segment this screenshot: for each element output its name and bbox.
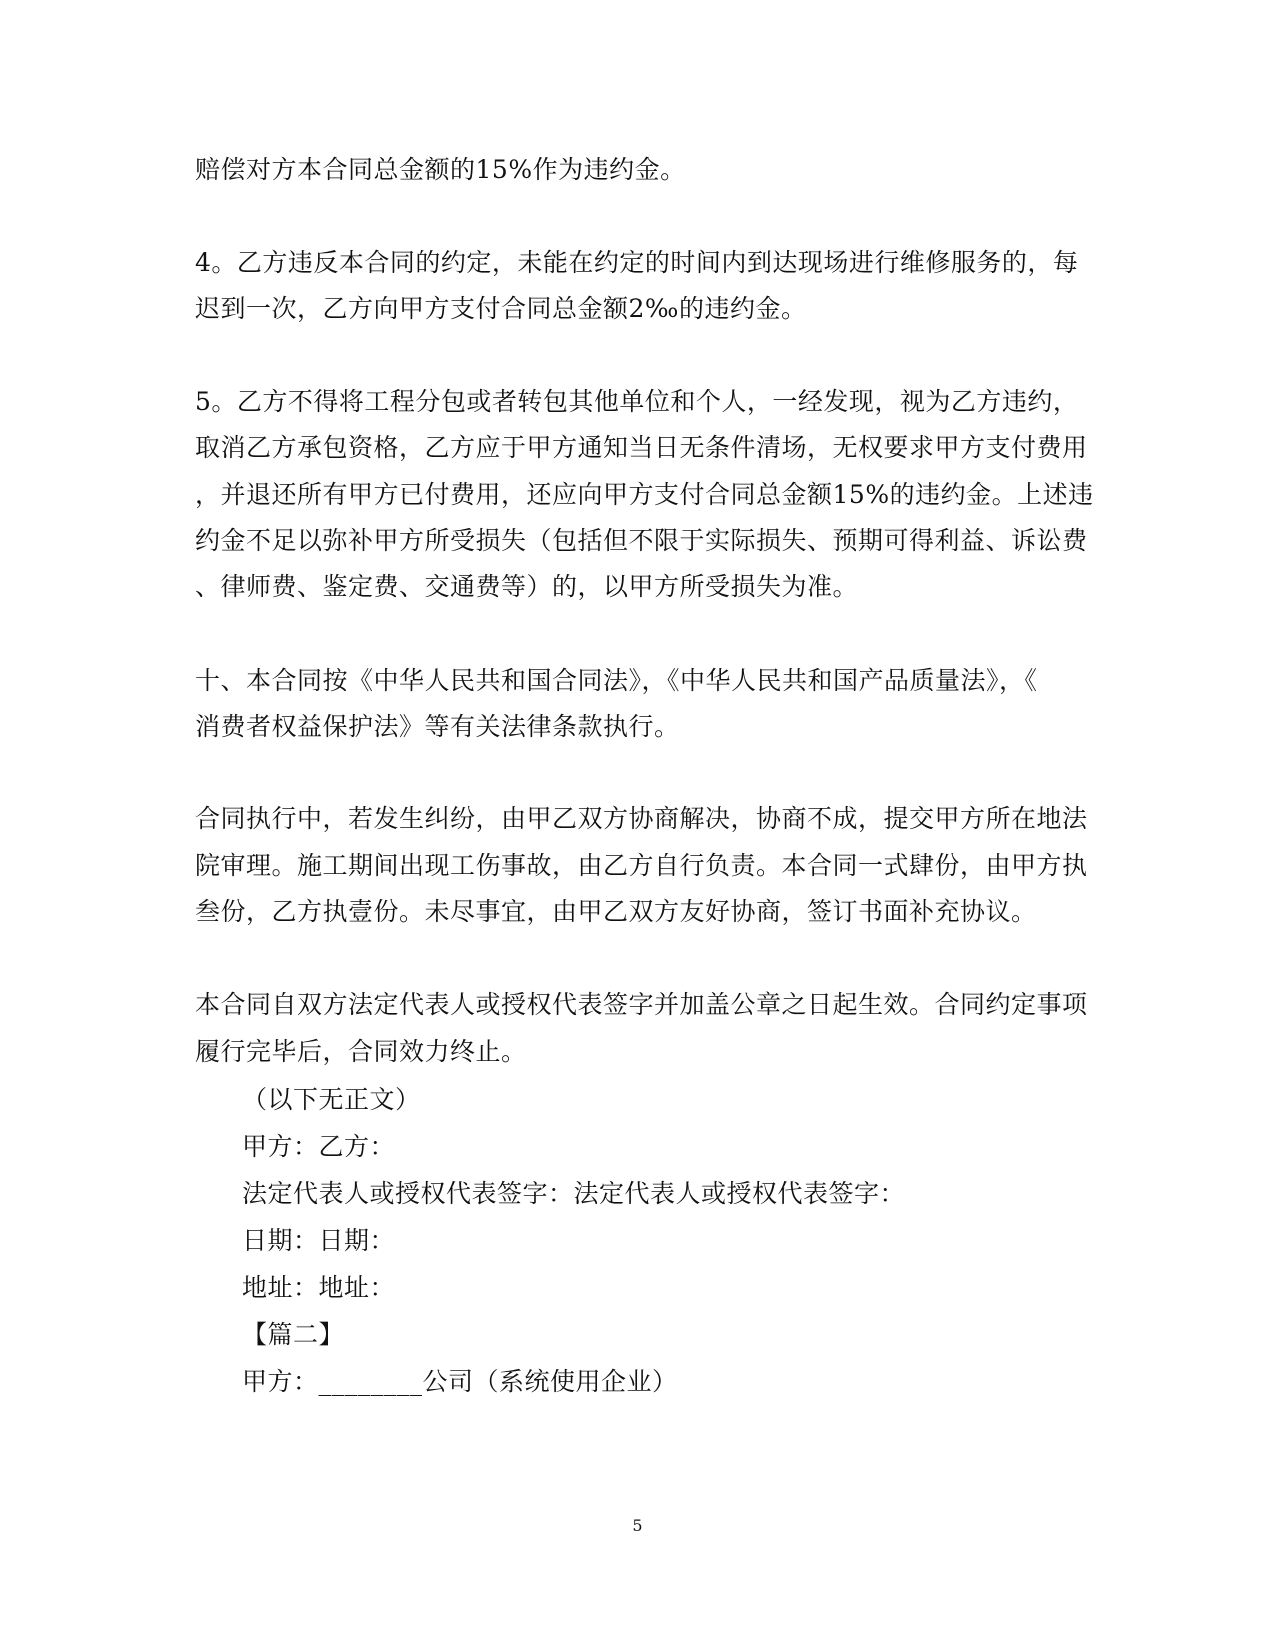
paragraph-line: 4。乙方违反本合同的约定，未能在约定的时间内到达现场进行维修服务的，每 xyxy=(195,248,1079,277)
paragraph-line: ，并退还所有甲方已付费用，还应向甲方支付合同总金额15%的违约金。上述违 xyxy=(195,480,1094,509)
signature-line: 甲方：________公司（系统使用企业） xyxy=(242,1367,678,1396)
paragraph-line: 本合同自双方法定代表人或授权代表签字并加盖公章之日起生效。合同约定事项 xyxy=(195,990,1088,1019)
section-heading: 【篇二】 xyxy=(242,1320,345,1349)
signature-line: （以下无正文） xyxy=(242,1085,421,1114)
paragraph-line: 十、本合同按《中华人民共和国合同法》，《中华人民共和国产品质量法》，《 xyxy=(195,666,1038,695)
paragraph-line: 5。乙方不得将工程分包或者转包其他单位和个人，一经发现，视为乙方违约， xyxy=(195,387,1079,416)
paragraph-line: 、律师费、鉴定费、交通费等）的，以甲方所受损失为准。 xyxy=(195,572,859,601)
signature-line: 地址：地址： xyxy=(242,1273,396,1302)
page-number: 5 xyxy=(632,1516,643,1535)
signature-line: 甲方：乙方： xyxy=(242,1132,396,1161)
paragraph-line: 合同执行中，若发生纠纷，由甲乙双方协商解决，协商不成，提交甲方所在地法 xyxy=(195,804,1088,833)
signature-line: 法定代表人或授权代表签字：法定代表人或授权代表签字： xyxy=(242,1179,906,1208)
signature-line: 日期：日期： xyxy=(242,1226,396,1255)
paragraph-line: 迟到一次，乙方向甲方支付合同总金额2‰的违约金。 xyxy=(195,294,807,323)
paragraph-line: 取消乙方承包资格，乙方应于甲方通知当日无条件清场，无权要求甲方支付费用 xyxy=(195,433,1088,462)
paragraph-line: 叁份，乙方执壹份。未尽事宜，由甲乙双方友好协商，签订书面补充协议。 xyxy=(195,897,1037,926)
paragraph-line: 院审理。施工期间出现工伤事故，由乙方自行负责。本合同一式肆份，由甲方执 xyxy=(195,851,1088,880)
paragraph-line: 约金不足以弥补甲方所受损失（包括但不限于实际损失、预期可得利益、诉讼费 xyxy=(195,526,1088,555)
paragraph-line: 赔偿对方本合同总金额的15%作为违约金。 xyxy=(195,155,686,184)
paragraph-line: 消费者权益保护法》等有关法律条款执行。 xyxy=(195,712,680,741)
paragraph-line: 履行完毕后，合同效力终止。 xyxy=(195,1037,527,1066)
